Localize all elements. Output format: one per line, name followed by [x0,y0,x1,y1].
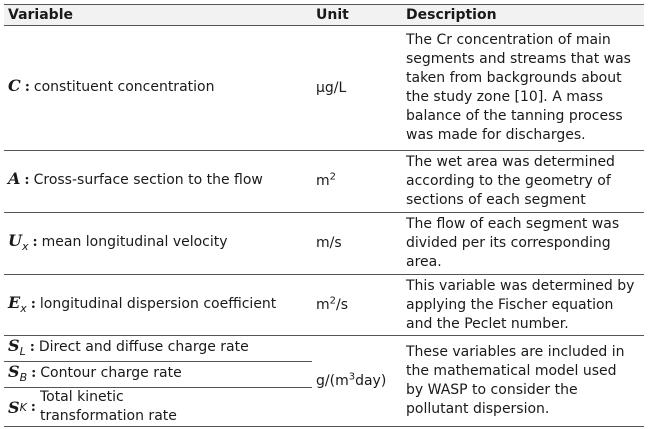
variable-cell: S K : Total kinetic transformation rate [4,388,312,427]
unit-cell: $m^2/s$ [312,275,402,336]
variable-cell: $E_x$ : longitudinal dispersion coefficient [4,275,312,336]
variable-name: mean longitudinal velocity [41,234,228,250]
unit-cell: μg/L [312,26,402,151]
header-variable: Variable [4,5,312,26]
table-row [4,151,644,213]
description-cell: This variable was determined by applying the Fischer equation and the Peclet number. [402,275,644,336]
table-row [4,336,644,362]
variable-name: Total kinetic transformation rate [39,389,177,424]
variables-table [4,4,644,427]
variable-symbol: C [8,75,21,95]
variable-subscript: K [19,400,27,414]
table-row [4,26,644,151]
variable-cell: $U_x$ : mean longitudinal velocity [4,213,312,275]
variable-name: Cross-surface section to the flow [33,172,263,188]
variable-name: constituent concentration [33,78,215,95]
variable-cell: $S_B$ : Contour charge rate [4,362,312,388]
variable-symbol: S [8,362,20,381]
variable-symbol: A [8,169,21,188]
unit-cell: $m^2$ [312,151,402,213]
table-header-row [4,5,644,26]
table-row [4,275,644,336]
description-cell: The Cr concentration of main segments and streams that was taken from backgrounds about the study zone [10]. A mass balance of the tanning process was made for discharges. [402,26,644,151]
shared-description-cell: These variables are included in the mathematical model used by WASP to consider the pollutant dispersion. [402,336,644,427]
variable-cell: A : Cross-surface section to the flow [4,151,312,213]
variable-name: Contour charge rate [40,365,182,381]
variable-name: longitudinal dispersion coefficient [39,295,277,312]
variable-symbol: E [8,292,21,312]
table-row [4,213,644,275]
description-cell: The wet area was determined according to the geometry of sections of each segment [402,151,644,213]
variable-cell: $S_L$ : Direct and diffuse charge rate [4,336,312,362]
variable-name: Direct and diffuse charge rate [38,339,249,355]
variable-symbol: S [8,336,20,355]
variable-subscript: L [19,345,26,358]
variable-subscript: x [21,240,29,253]
header-unit: Unit [312,5,402,26]
variable-subscript: x [20,301,27,315]
variable-symbol: U [8,231,22,250]
variable-cell: C : constituent concentration [4,26,312,151]
unit-cell: m/s [312,213,402,275]
description-cell: The flow of each segment was divided per its corresponding area. [402,213,644,275]
header-description: Description [402,5,644,26]
shared-unit-cell: $g/(m^3day)$ [312,336,402,427]
variable-symbol: S [8,397,20,417]
variable-subscript: B [19,371,28,384]
